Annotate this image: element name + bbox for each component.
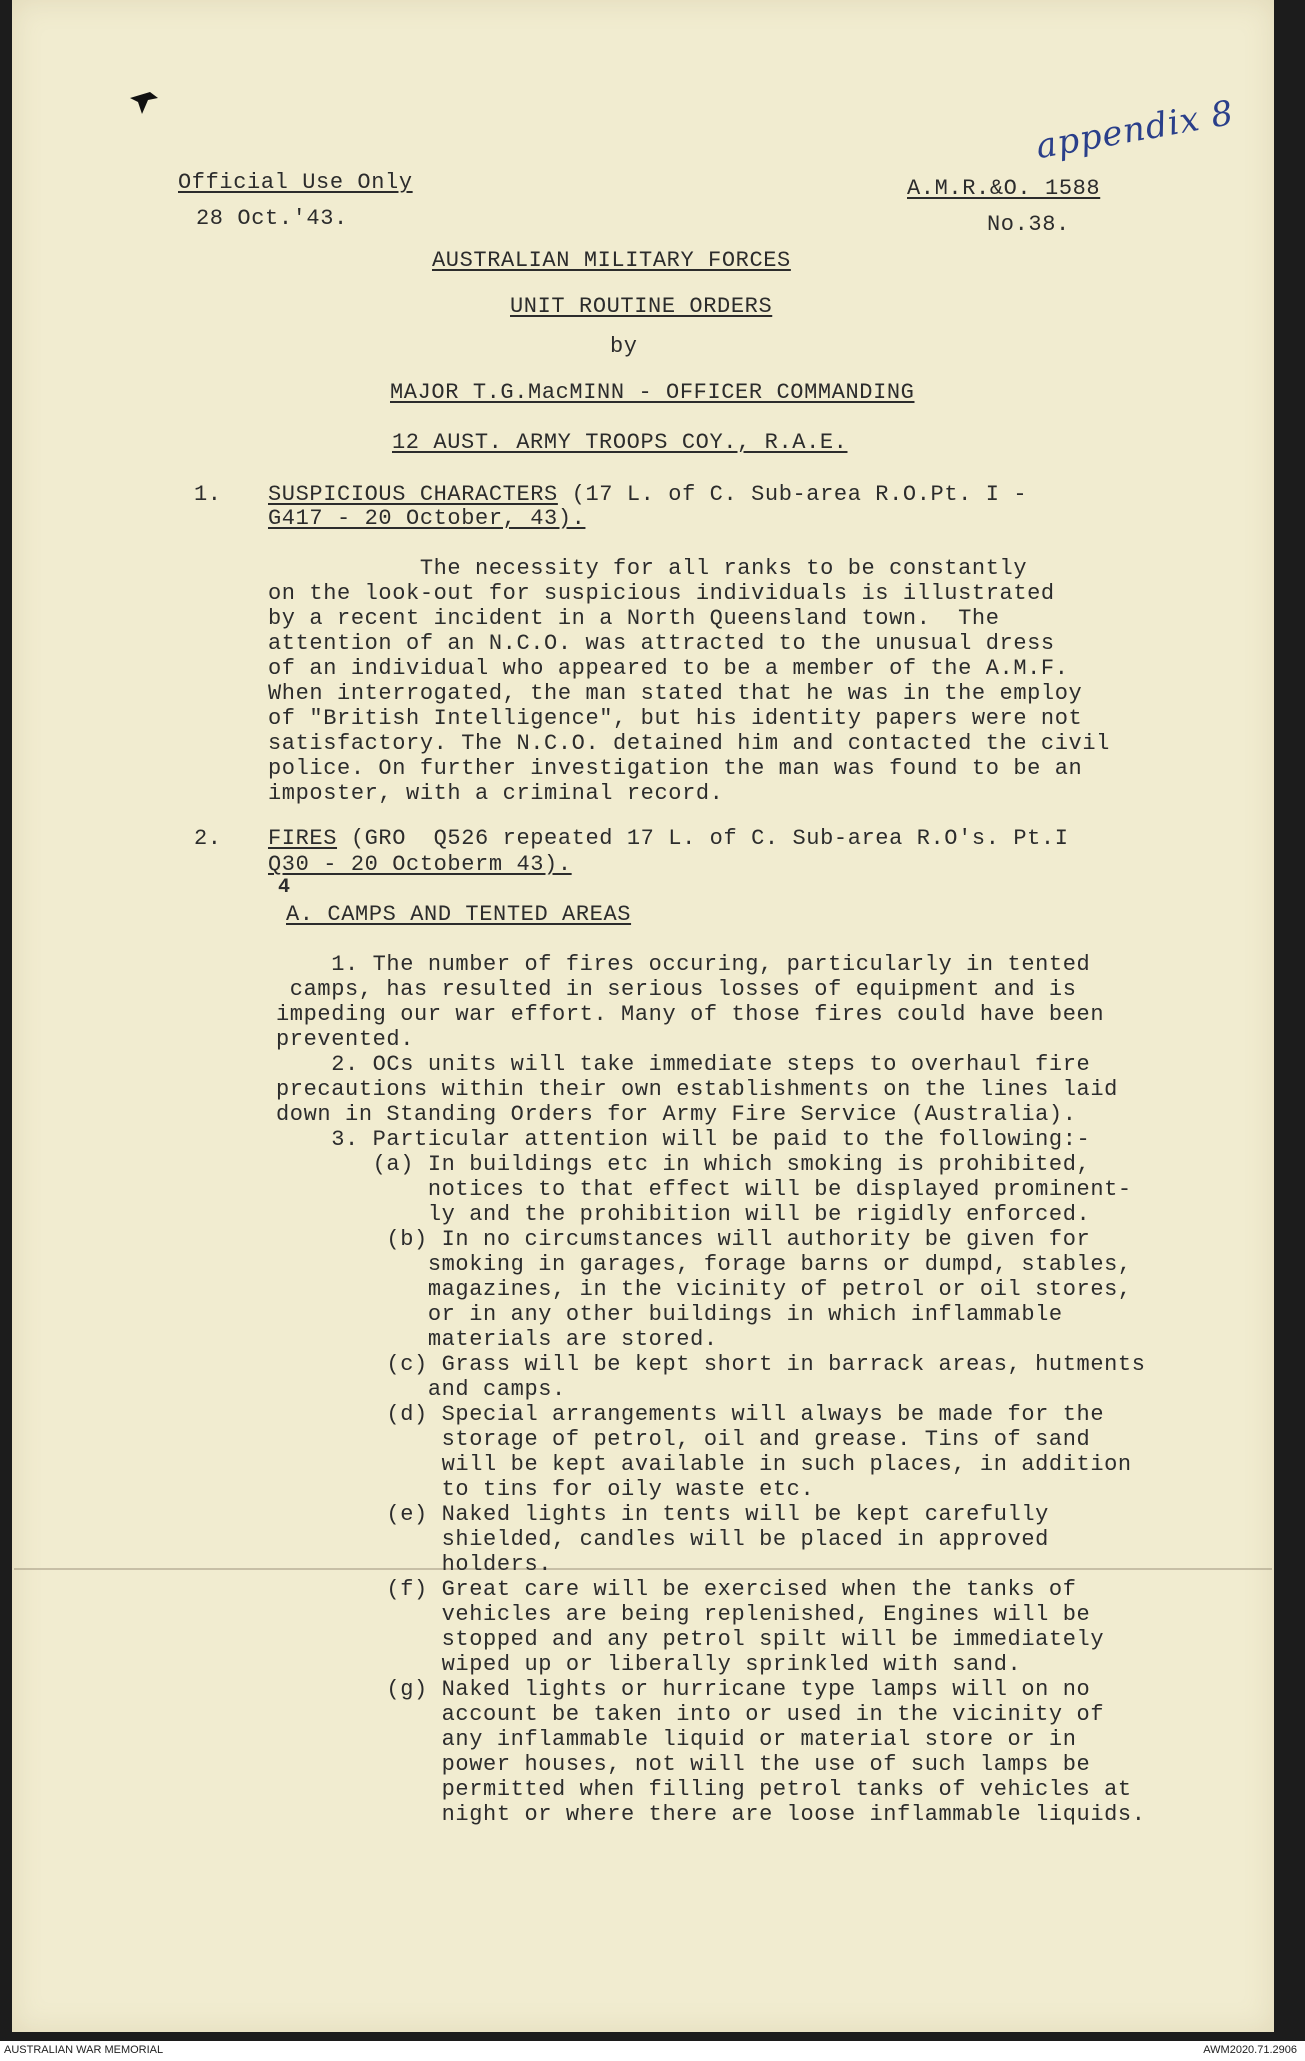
section-1-heading: SUSPICIOUS CHARACTERS [268,482,558,507]
ink-mark-icon [128,90,162,116]
title-by: by [610,334,638,359]
section-2-heading-line [268,826,1069,851]
order-date: 28 Oct.'43. [196,206,348,231]
section-1-reference-cont: G417 - 20 October, 43). [268,506,586,531]
title-forces: AUSTRALIAN MILITARY FORCES [432,248,791,273]
footer-institution: AUSTRALIAN WAR MEMORIAL [4,2044,164,2056]
title-officer: MAJOR T.G.MacMINN - OFFICER COMMANDING [390,380,915,405]
order-reference: A.M.R.&O. 1588 [907,176,1101,201]
section-2-reference-cont: Q30 - 20 Octoberm 43). [268,852,572,877]
title-unit-orders: UNIT ROUTINE ORDERS [510,294,773,319]
section-1-number: 1. [194,482,222,507]
section-2-heading: FIRES [268,826,338,851]
handwritten-annotation: appendix 8 [1033,92,1238,168]
section-1-body: The necessity for all ranks to be constantly on the look-out for suspicious individuals is illustrated by a recent incident in a North Queensland town. The attention of an N.C.O. was attracted to the unusual dress of an individual who appeared to be a member of the A.M.F. When interrogated, the man stated that he was in the employ of "British Intelligence", but his identity papers were not satisfactory. The N.C.O. detained him and contacted the civil police. On further investigation the man was found to be an imposter, with a criminal record. [268,556,1110,806]
title-company: 12 AUST. ARMY TROOPS COY., R.A.E. [392,430,848,455]
archive-footer [0,2041,1305,2061]
section-2-number: 2. [194,826,222,851]
official-use-label: Official Use Only [178,170,413,195]
section-2-body: 1. The number of fires occuring, particularly in tented camps, has resulted in serious losses of equipment and is impeding our war effort. Many of those fires could have been prevented. 2. OCs units will take immediate steps to overhaul fire precautions within their own establishments on the lines laid down in Standing Orders for Army Fire Service (Australia). 3. Particular attention will be paid to the following:- (a) In buildings etc in which smoking is prohibited, notices to that effect will be displayed prominent- ly and the prohibition will be rigidly enforced. (b) In no circumstances will authority be given for smoking in garages, forage barns or dumpd, stables, magazines, in the vicinity of petrol or oil stores, or in any other buildings in which inflammable materials are stored. (c) Grass will be kept short in barrack areas, hutments and camps. (d) Special arrangements will always be made for the storage of petrol, oil and grease. Tins of sand will be kept available in such places, in addition to tins for oily waste etc. (e) Naked lights in tents will be kept carefully shielded, candles will be placed in approved holders. (f) Great care will be exercised when the tanks of vehicles are being replenished, Engines will be stopped and any petrol spilt will be immediately wiped up or liberally sprinkled with sand. (g) Naked lights or hurricane type lamps will on no account be taken into or used in the vicinity of any inflammable liquid or material store or in power houses, not will the use of such lamps be permitted when filling petrol tanks of vehicles at night or where there are loose inflammable liquids. [276,952,1146,1827]
order-number: No.38. [987,212,1070,237]
section-2-reference-sub: 4 [278,876,291,899]
footer-catalogue-number: AWM2020.71.2906 [1203,2044,1297,2056]
section-2-subheading: A. CAMPS AND TENTED AREAS [286,902,632,927]
section-1-heading-line [268,482,1027,507]
section-1-reference: (17 L. of C. Sub-area R.O.Pt. I - [557,482,1028,507]
section-2-reference: (GRO Q526 repeated 17 L. of C. Sub-area R.O's. Pt.I [337,826,1069,851]
